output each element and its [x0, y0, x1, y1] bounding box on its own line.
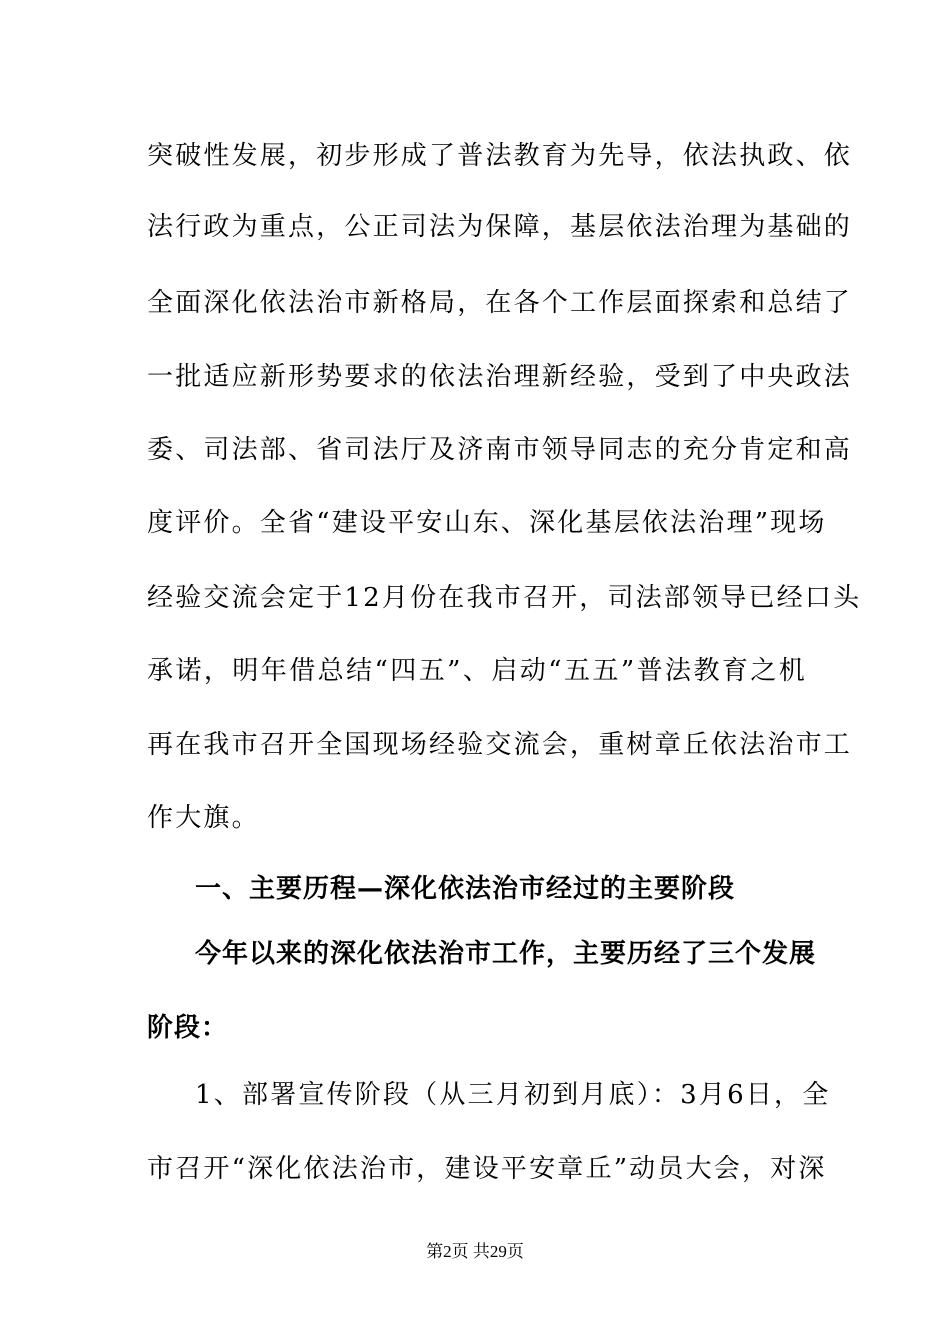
body-line-9: 再在我市召开全国现场经验交流会，重树章丘依法治市工	[147, 730, 853, 760]
body-line-8: 承诺，明年借总结“四五”、启动“五五”普法教育之机	[147, 656, 807, 686]
body-line-7: 经验交流会定于12月份在我市召开，司法部领导已经口头	[147, 583, 862, 613]
page-number-footer: 第2页 共29页	[426, 1242, 524, 1261]
body-line-3: 全面深化依法治市新格局，在各个工作层面探索和总结了	[147, 288, 853, 318]
stage-paragraph-line-1: 1、部署宣传阶段（从三月初到月底）：3月6日，全	[195, 1080, 831, 1110]
body-line-2: 法行政为重点，公正司法为保障，基层依法治理为基础的	[147, 212, 853, 242]
bold-paragraph-line-1: 今年以来的深化依法治市工作，主要历经了三个发展	[195, 939, 817, 969]
body-line-4: 一批适应新形势要求的依法治理新经验，受到了中央政法	[147, 362, 853, 392]
bold-paragraph-line-2: 阶段：	[147, 1013, 229, 1043]
body-line-1: 突破性发展，初步形成了普法教育为先导，依法执政、依	[147, 141, 853, 171]
section-heading: 一、主要历程—深化依法治市经过的主要阶段	[195, 874, 736, 904]
stage-paragraph-line-2: 市召开“深化依法治市，建设平安章丘”动员大会，对深	[147, 1154, 827, 1184]
body-line-10: 作大旗。	[147, 803, 260, 833]
body-line-5: 委、司法部、省司法厅及济南市领导同志的充分肯定和高	[147, 435, 853, 465]
body-line-6: 度评价。全省“建设平安山东、深化基层依法治理”现场	[147, 508, 827, 538]
